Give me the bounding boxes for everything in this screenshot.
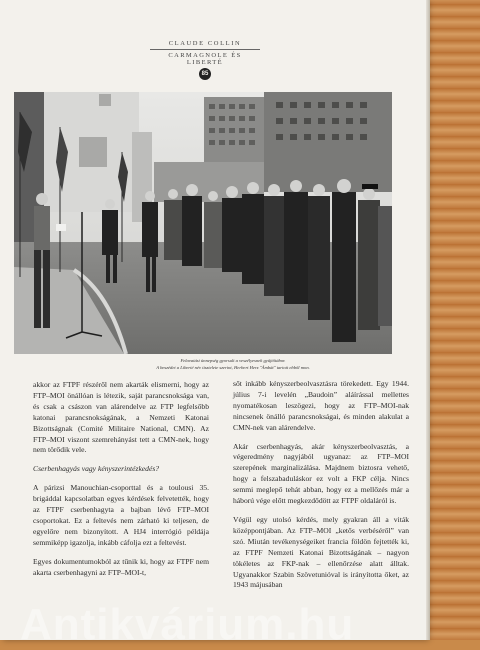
running-header — [150, 40, 260, 66]
photograph — [14, 92, 392, 354]
right-paragraph-1: sőt inkább kényszerbeolvasztásra törekedett. Egy 1944. július 7-i levelén „Baudoin” aláírással mellettes nyomatékosan leszögezi, hogy az FTP–MOI-nak nincsenek önálló parancsnokságai, és minden alakulat a CMN-nek van alárendelve. — [233, 379, 409, 432]
left-paragraph-1: akkor az FTPF részéről nem akarták elismerni, hogy az FTP–MOI önállóan is létezik, saját parancsnoksága van, és csak a császon van alárendelve az FTP legfelsőbb katonai parancsnokságának, a Nemzeti Katonai Bizottságnak (Comité Militaire National, CMN). Az FTP–MOI viszont szemrehányást tett a CMN-nek, hogy nem törődik vele. — [33, 380, 209, 455]
text-column-right — [233, 379, 409, 599]
header-book-title: CARMAGNOLE ÉS LIBERTÉ — [168, 52, 242, 66]
left-paragraph-3: Egyes dokumentumokból az tűnik ki, hogy az FTPF nem akarta cserbenhagyni az FTP–MOI-t, — [33, 556, 209, 577]
section-subheading: Cserbenhagyás vagy kényszerintézkedés? — [33, 464, 160, 474]
watermark: Antikvárium.hu — [20, 600, 355, 649]
header-rule — [150, 49, 260, 50]
photo-caption — [88, 357, 378, 371]
right-paragraph-2: Akár cserbenhagyás, akár kényszerbeolvasztás, a végeredmény nagyjából ugyanaz: az FTP–MOI szerepének marginalizálása. Majdnem biztosra vehető, hogy a felszabaduláskor ez volt a FKP célja. Nincs semmi meglepő tehát abban, hogy ez a mellőzés már a háború vége előtt megkezdődött az FTPF oldaláról is. — [233, 441, 409, 506]
photo-ceremony-image — [14, 92, 392, 354]
left-paragraph-2: A párizsi Manouchian-csoporttal és a toulousi 35. brigáddal kapcsolatban egyes kérdések felvetették, hogy az FTPF cserbenhagyta a bajban lévő FTP–MOI csoportokat. Ez a feltevés nem zárható ki teljesen, de egyelőre nem bizonyított. A HJ4 interrógió példája semmiképp igazolja, inkább cáfolja ezt a feltevést. — [33, 483, 209, 547]
right-paragraph-3: Végül egy utolsó kérdés, mely gyakran áll a viták középpontjában. Az FTP–MOI „ketős verbéséről” van szó. Miután tevékenységeiket francia földön fejtették ki, az FTPF Nemzeti Katonai Bizottságának – nagyon tökéletes az FKP-nak – ellenőrzése alatt álltak. Ugyanakkor Szabin Szövetunióval is irányította őket, az 1943 májusában — [233, 514, 409, 590]
page-number-badge: 85 — [199, 68, 211, 80]
caption-line-2: A beszédet a Liberté név tisztelete szerint, Herbert Herz "Ámbát" tartott ebből mon. — [156, 365, 310, 370]
text-column-left — [33, 380, 209, 587]
header-author: CLAUDE COLLIN — [168, 40, 242, 47]
page-edge — [426, 0, 430, 640]
caption-line-1: Felavatási ünnepség gyorsult a veszélyesnek gyűjtőtábor. — [180, 358, 286, 363]
